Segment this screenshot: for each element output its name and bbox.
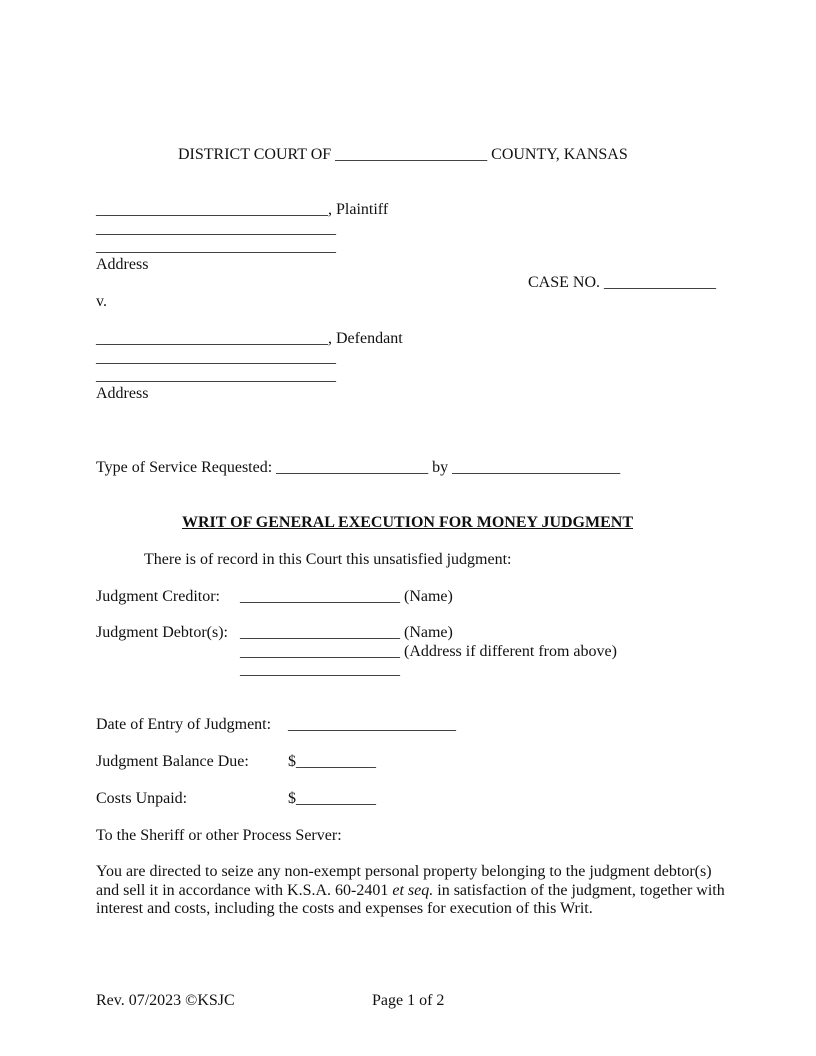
directive-line-1: You are directed to seize any non-exempt personal property belonging to the judgment debtor(s): [96, 863, 712, 880]
costs-label: Costs Unpaid:: [96, 790, 188, 807]
service-by: by: [432, 459, 449, 476]
entry-date-label: Date of Entry of Judgment:: [96, 716, 272, 733]
county-blank: ___________________: [335, 146, 488, 163]
plaintiff-address-line-1: ______________________________: [96, 220, 336, 237]
writ-title: WRIT OF GENERAL EXECUTION FOR MONEY JUDGMENT: [182, 514, 633, 531]
case-number: CASE NO. ______________: [528, 274, 717, 291]
intro-text: There is of record in this Court this unsatisfied judgment:: [144, 551, 512, 568]
directive-text-a: and sell it in accordance with K.S.A. 60-2401: [96, 882, 393, 899]
footer-revision: Rev. 07/2023 ©KSJC: [96, 992, 235, 1009]
court-suffix: COUNTY, KANSAS: [491, 146, 628, 163]
et-seq: et seq.: [392, 882, 434, 899]
defendant-address-line-2: ______________________________: [96, 367, 336, 384]
directive-text-b: in satisfaction of the judgment, together with: [433, 882, 725, 899]
plaintiff-address-line-2: ______________________________: [96, 238, 336, 255]
debtor-label: Judgment Debtor(s):: [96, 624, 228, 641]
creditor-label: Judgment Creditor:: [96, 588, 220, 605]
costs-value: $__________: [288, 790, 376, 807]
debtor-address: ____________________ (Address if different from above): [240, 643, 617, 660]
creditor-value: ____________________ (Name): [240, 588, 453, 605]
defendant-address-label: Address: [96, 385, 149, 402]
directive-line-2: [96, 882, 725, 900]
service-blank: ___________________: [276, 459, 429, 476]
plaintiff-line: _____________________________, Plaintiff: [96, 201, 389, 218]
balance-label: Judgment Balance Due:: [96, 753, 249, 770]
directive-line-3: interest and costs, including the costs and expenses for execution of this Writ.: [96, 900, 593, 917]
service-label: Type of Service Requested:: [96, 459, 273, 476]
plaintiff-address-label: Address: [96, 256, 149, 273]
debtor-name: ____________________ (Name): [240, 624, 453, 641]
service-requested: [96, 459, 620, 477]
to-sheriff: To the Sheriff or other Process Server:: [96, 827, 342, 844]
defendant-address-line-1: ______________________________: [96, 349, 336, 366]
balance-value: $__________: [288, 753, 376, 770]
defendant-line: _____________________________, Defendant: [96, 330, 403, 347]
entry-date-value: _____________________: [288, 716, 456, 733]
court-header: [178, 146, 628, 164]
footer-page-number: Page 1 of 2: [372, 992, 445, 1009]
court-prefix: DISTRICT COURT OF: [178, 146, 332, 163]
versus: v.: [96, 293, 107, 310]
service-by-blank: _____________________: [452, 459, 621, 476]
debtor-extra-line: ____________________: [240, 661, 400, 678]
